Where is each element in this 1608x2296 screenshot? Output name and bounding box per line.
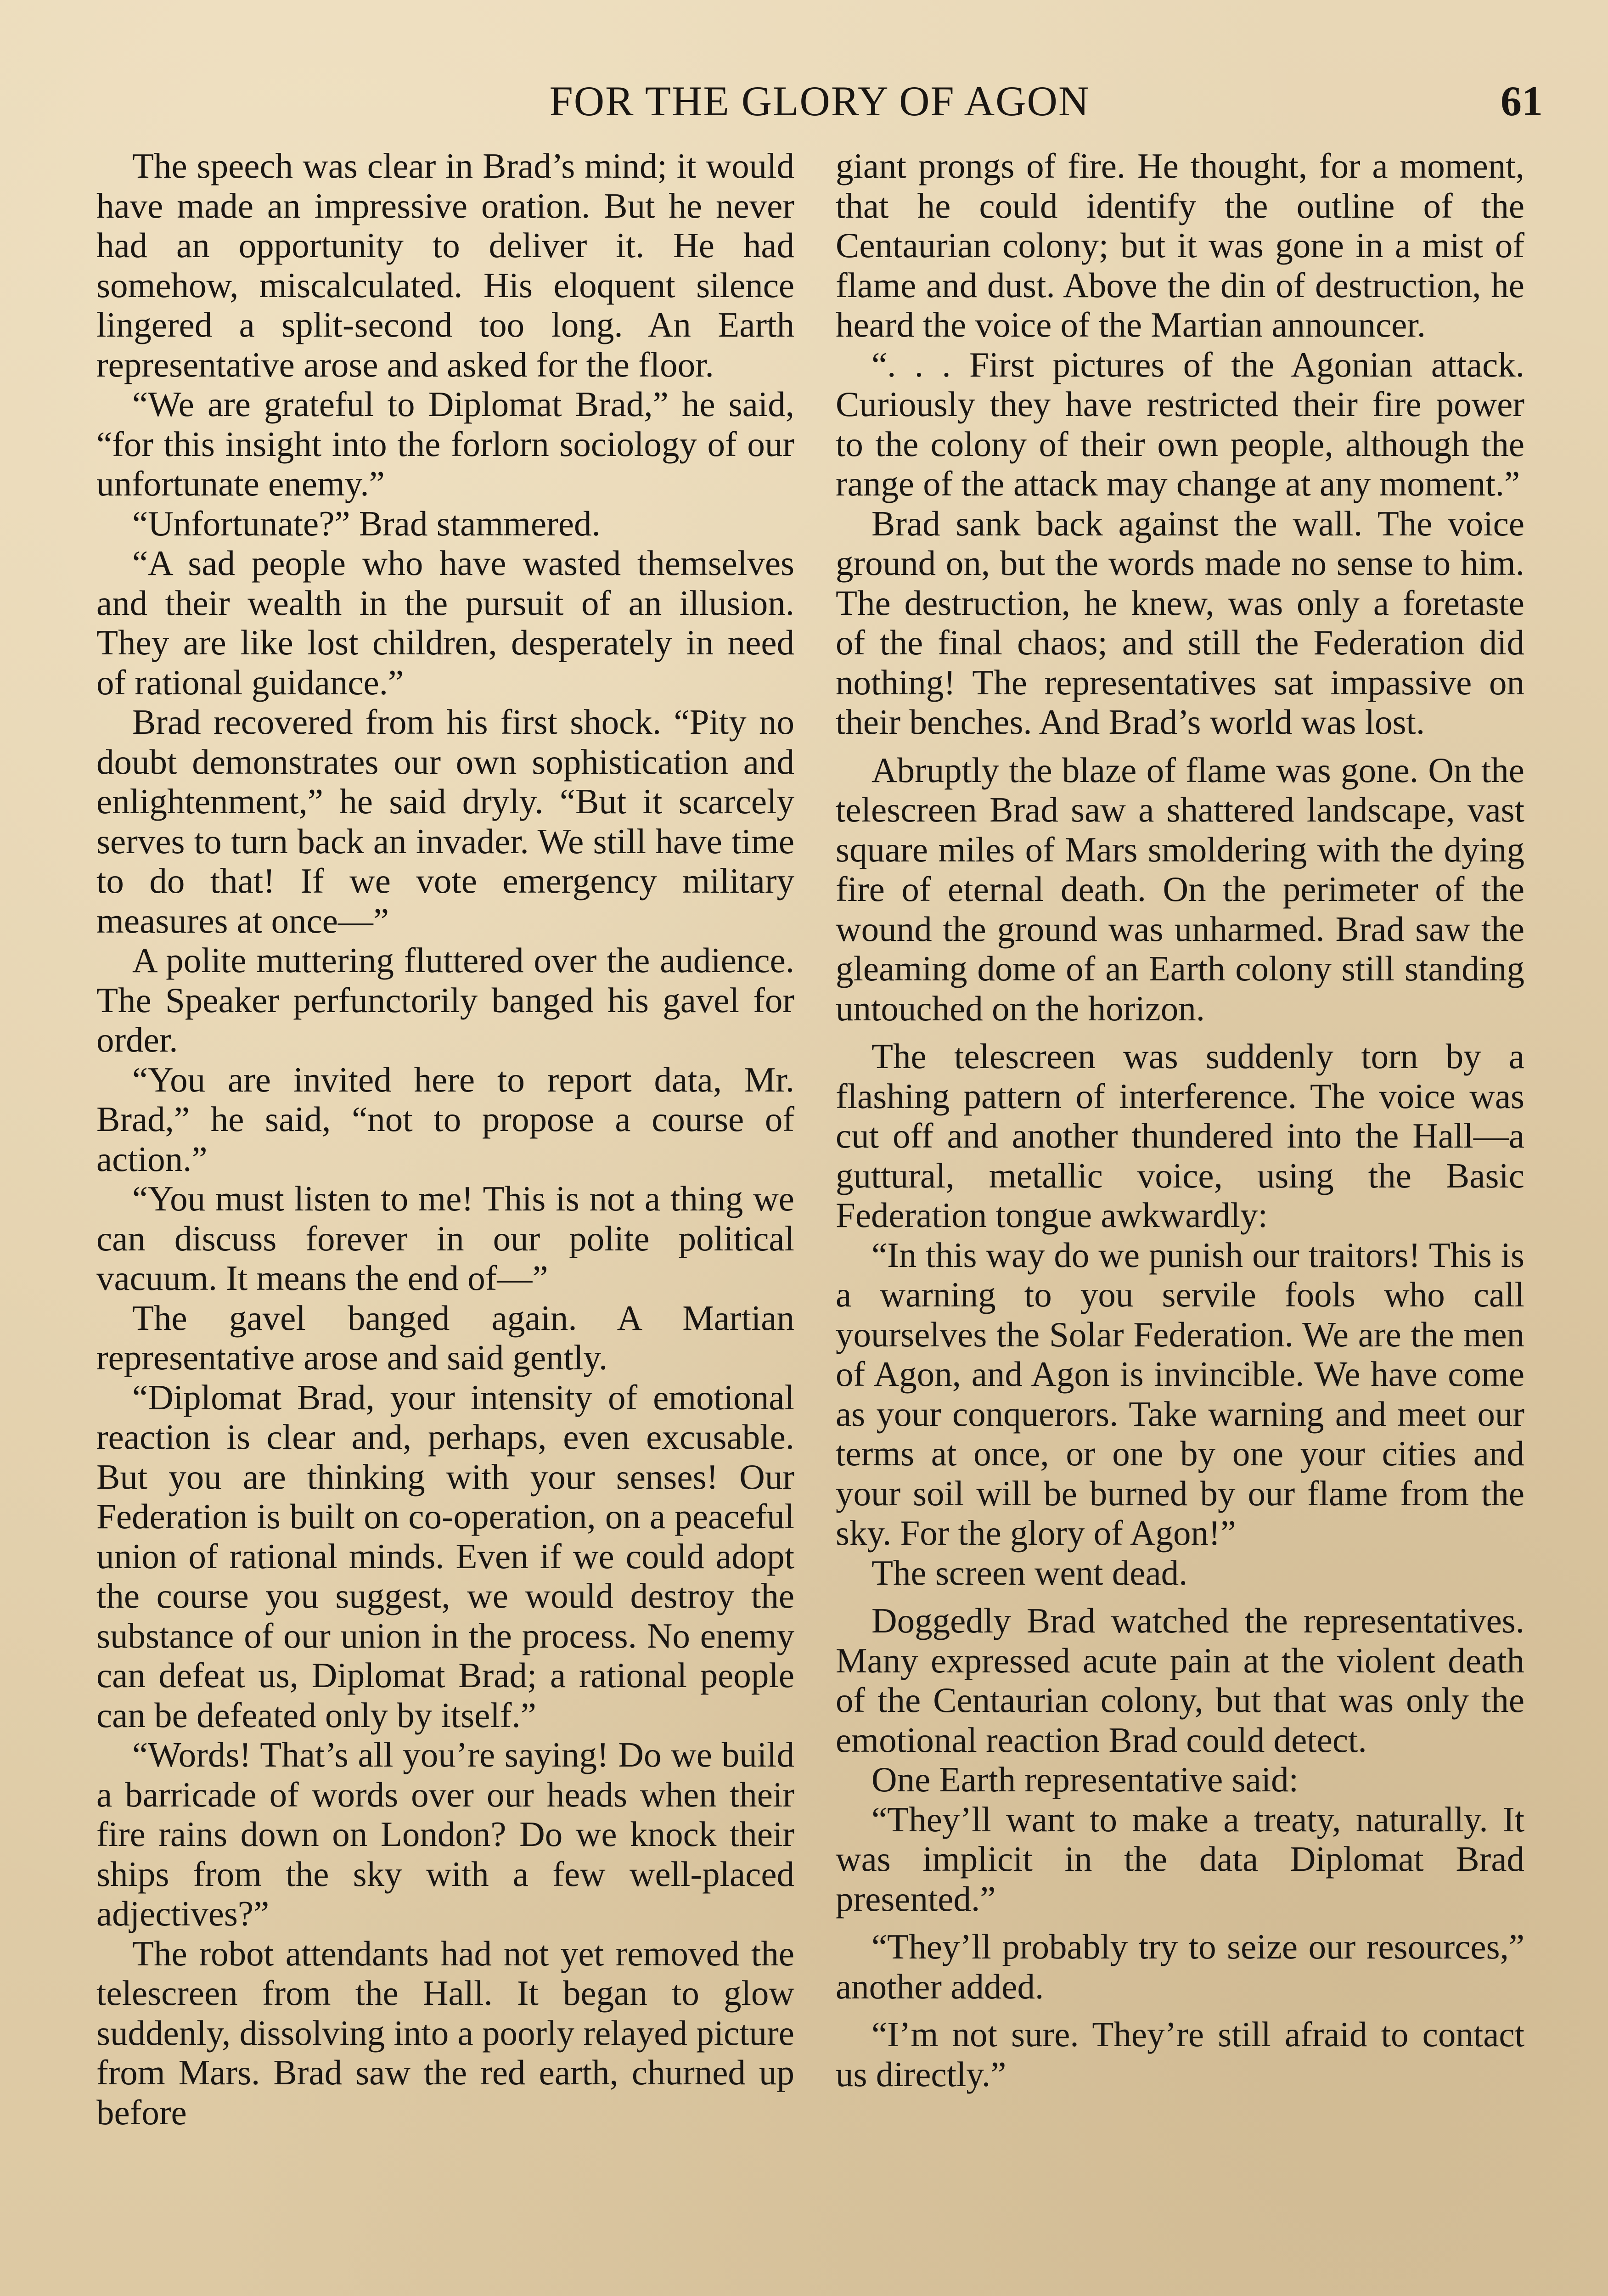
paragraph: “They’ll probably try to seize our resources,” another added. [836, 1927, 1524, 2006]
running-title: FOR THE GLORY OF AGON [549, 78, 1090, 124]
paragraph: A polite muttering fluttered over the audience. The Speaker perfunctorily banged his gavel for order. [96, 940, 794, 1059]
paragraph: “Words! That’s all you’re saying! Do we build a barricade of words over our heads when their fire rains down on London? Do we knock their ships from the sky with a few well-placed adjectives?” [96, 1735, 794, 1933]
page-number: 61 [1501, 78, 1543, 124]
paragraph: “Unfortunate?” Brad stammered. [132, 503, 601, 543]
paragraph: The screen went dead. [871, 1553, 1188, 1593]
paragraph: “I’m not sure. They’re still afraid to contact us directly.” [836, 2015, 1524, 2094]
paragraph: “You must listen to me! This is not a thing we can discuss forever in our polite political vacuum. It means the end of—” [96, 1179, 794, 1298]
left-column [96, 146, 794, 2132]
paragraph: The speech was clear in Brad’s mind; it would have made an impressive oration. But he never had an opportunity to deliver it. He had somehow, miscalculated. His eloquent silence lingered a split-second too long. An Earth representative arose and asked for the floor. [96, 146, 794, 384]
paragraph: “In this way do we punish our traitors! This is a warning to you servile fools who call yourselves the Solar Federation. We are the men of Agon, and Agon is invincible. We have come as your conquerors. Take warning and meet our terms at once, or one by one your cities and your soil will be burned by our flame from the sky. For the glory of Agon!” [836, 1235, 1524, 1553]
paragraph: Doggedly Brad watched the representatives. Many expressed acute pain at the violent death of the Centaurian colony, but that was only the emotional reaction Brad could detect. [836, 1601, 1524, 1760]
page-header [96, 76, 1543, 135]
paragraph: “Diplomat Brad, your intensity of emotional reaction is clear and, perhaps, even excusable. But you are thinking with your senses! Our Federation is built on co-operation, on a peaceful union of rational minds. Even if we could adopt the course you suggest, we would destroy the substance of our union in the process. No enemy can defeat us, Diplomat Brad; a rational people can be defeated only by itself.” [96, 1377, 794, 1735]
paragraph: The telescreen was suddenly torn by a flashing pattern of interference. The voice was cut off and another thundered into the Hall—a guttural, metallic voice, using the Basic Federation tongue awkwardly: [836, 1036, 1524, 1235]
paragraph: The gavel banged again. A Martian representative arose and said gently. [96, 1298, 794, 1377]
paragraph: “. . . First pictures of the Agonian attack. Curiously they have restricted their fire power to the colony of their own people, although the range of the attack may change at any moment.” [836, 344, 1524, 503]
paragraph: Brad recovered from his first shock. “Pity no doubt demonstrates our own sophistication and enlightenment,” he said dryly. “But it scarcely serves to turn back an invader. We still have time to do that! If we vote emergency military measures at once—” [96, 702, 794, 940]
paragraph: The robot attendants had not yet removed the telescreen from the Hall. It began to glow suddenly, dissolving into a poorly relayed picture from Mars. Brad saw the red earth, churned up before [96, 1933, 794, 2132]
paragraph: giant prongs of fire. He thought, for a moment, that he could identify the outline of the Centaurian colony; but it was gone in a mist of flame and dust. Above the din of destruction, he heard the voice of the Martian announcer. [836, 146, 1524, 344]
paragraph: One Earth representative said: [871, 1760, 1299, 1799]
paragraph: Brad sank back against the wall. The voice ground on, but the words made no sense to him. The destruction, he knew, was only a foretaste of the final chaos; and still the Federation did nothing! The representatives sat impassive on their benches. And Brad’s world was lost. [836, 503, 1524, 742]
paragraph: “A sad people who have wasted themselves and their wealth in the pursuit of an illusion. They are like lost children, desperately in need of rational guidance.” [96, 543, 794, 702]
paragraph: Abruptly the blaze of flame was gone. On the telescreen Brad saw a shattered landscape, vast square miles of Mars smoldering with the dying fire of eternal death. On the perimeter of the wound the ground was unharmed. Brad saw the gleaming dome of an Earth colony still standing untouched on the horizon. [836, 750, 1524, 1028]
paragraph: “You are invited here to report data, Mr. Brad,” he said, “not to propose a course of action.” [96, 1059, 794, 1179]
right-column [836, 146, 1524, 2094]
paragraph: “We are grateful to Diplomat Brad,” he said, “for this insight into the forlorn sociology of our unfortunate enemy.” [96, 384, 794, 503]
paragraph: “They’ll want to make a treaty, naturally. It was implicit in the data Diplomat Brad presented.” [836, 1799, 1524, 1919]
